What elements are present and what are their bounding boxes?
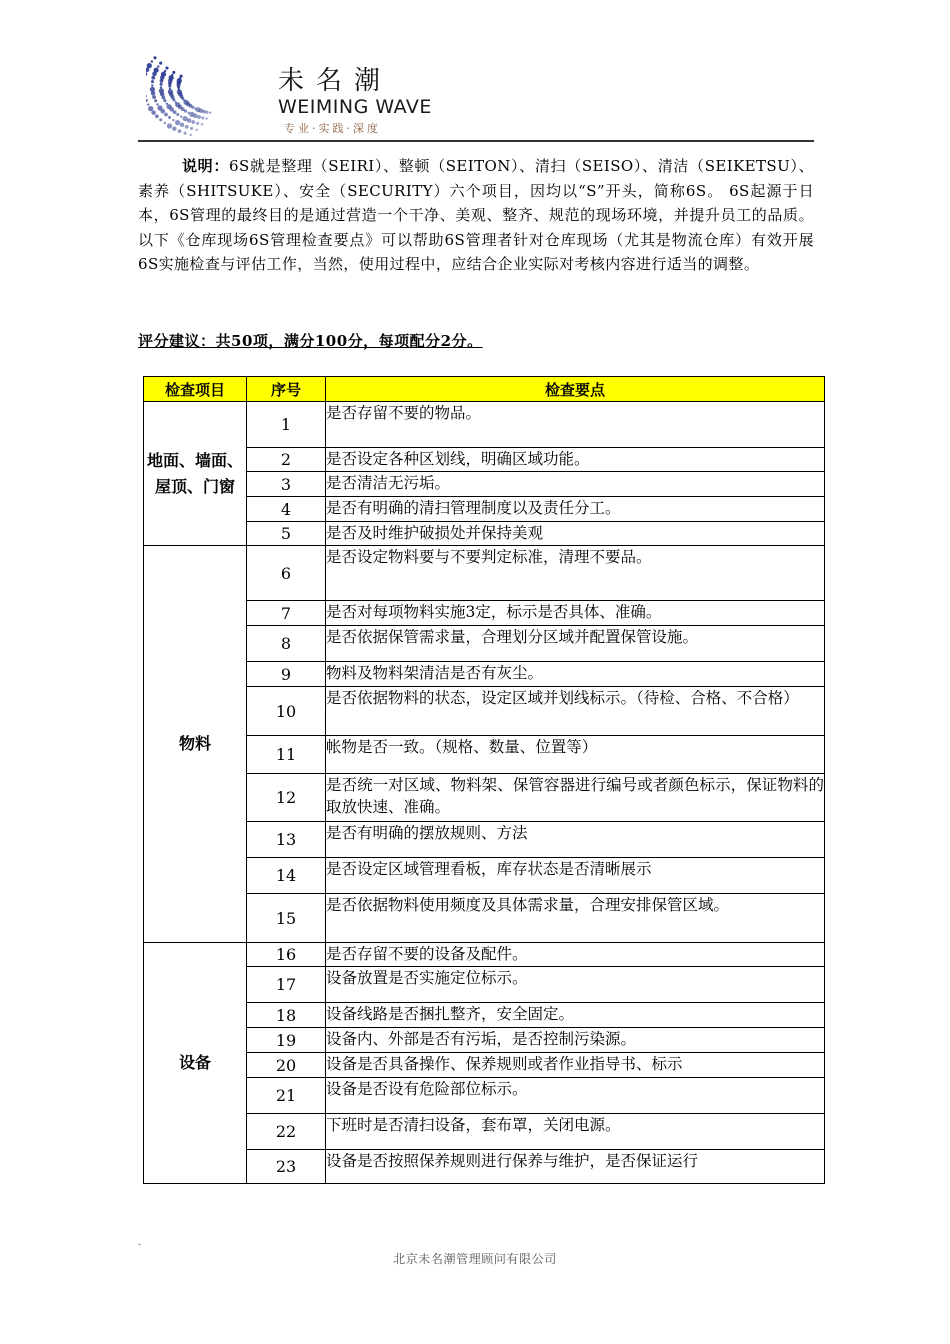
row-number: 21 [247,1078,326,1114]
row-number: 19 [247,1028,326,1053]
header-divider [138,140,814,142]
logo-tagline: 专业·实践·深度 [284,122,381,135]
page-header [138,30,814,142]
row-number: 6 [247,546,326,601]
row-number: 4 [247,497,326,522]
table-row [144,662,825,687]
row-point: 下班时是否清扫设备，套布罩，关闭电源。 [326,1114,825,1150]
table-row [144,967,825,1003]
row-point: 是否设定区域管理看板，库存状态是否清晰展示 [326,858,825,894]
table-row [144,402,825,448]
logo-chinese-name: 未名潮 [278,66,393,96]
header-point: 检查要点 [326,377,825,402]
row-point: 设备是否设有危险部位标示。 [326,1078,825,1114]
intro-paragraph [138,154,814,277]
row-number: 3 [247,472,326,497]
table-row [144,774,825,822]
table-row [144,894,825,943]
row-point: 是否存留不要的设备及配件。 [326,943,825,967]
row-number: 15 [247,894,326,943]
row-point: 是否及时维护破损处并保持美观 [326,522,825,546]
row-point: 是否统一对区域、物料架、保管容器进行编号或者颜色标示，保证物料的取放快速、准确。 [326,774,825,822]
row-point: 设备放置是否实施定位标示。 [326,967,825,1003]
table-row [144,687,825,736]
row-number: 12 [247,774,326,822]
row-point: 是否清洁无污垢。 [326,472,825,497]
row-number: 22 [247,1114,326,1150]
row-point: 是否有明确的清扫管理制度以及责任分工。 [326,497,825,522]
table-row [144,822,825,858]
intro-lead: 说明： [182,157,230,175]
category-equipment: 设备 [144,943,247,1184]
table-row [144,1150,825,1184]
row-number: 16 [247,943,326,967]
row-point: 是否设定物料要与不要判定标准，清理不要品。 [326,546,825,601]
score-note: 评分建议：共50项，满分100分，每项配分2分。 [138,332,483,350]
table-row [144,1078,825,1114]
row-number: 5 [247,522,326,546]
row-point: 是否设定各种区划线，明确区域功能。 [326,448,825,472]
table-row [144,1028,825,1053]
row-number: 18 [247,1003,326,1028]
row-point: 帐物是否一致。（规格、数量、位置等） [326,736,825,774]
row-number: 13 [247,822,326,858]
table-row [144,522,825,546]
row-point: 设备是否按照保养规则进行保养与维护，是否保证运行 [326,1150,825,1184]
category-materials: 物料 [144,546,247,943]
table-row [144,736,825,774]
header-number: 序号 [247,377,326,402]
table-row [144,497,825,522]
table-row [144,1053,825,1078]
intro-text: 6S就是整理（SEIRI）、整顿（SEITON）、清扫（SEISO）、清洁（SEIKETSU）、素养（SHITSUKE）、安全（SECURITY）六个项目，因均以“S”开头，简称6S。 6S起源于日本，6S管理的最终目的是通过营造一个干净、美观、整齐、规范的现场环境，并提升员工的品质。以下《仓库现场6S管理检查要点》可以帮助6S管理者针对仓库现场（尤其是物流仓库）有效开展6S实施检查与评估工作，当然，使用过程中，应结合企业实际对考核内容进行适当的调整。 [138,157,814,273]
table-row [144,1003,825,1028]
table-row [144,546,825,601]
inspection-table [143,376,825,1184]
row-point: 设备线路是否捆扎整齐，安全固定。 [326,1003,825,1028]
row-point: 是否存留不要的物品。 [326,402,825,448]
wave-logo-icon [146,42,276,138]
row-number: 10 [247,687,326,736]
row-number: 8 [247,626,326,662]
table-row [144,601,825,626]
footer-dash: - [138,1240,142,1250]
row-point: 是否依据物料的状态，设定区域并划线标示。（待检、合格、不合格） [326,687,825,736]
row-point: 是否有明确的摆放规则、方法 [326,822,825,858]
row-point: 设备内、外部是否有污垢，是否控制污染源。 [326,1028,825,1053]
table-row [144,943,825,967]
header-category: 检查项目 [144,377,247,402]
row-number: 17 [247,967,326,1003]
row-number: 14 [247,858,326,894]
row-number: 7 [247,601,326,626]
row-number: 20 [247,1053,326,1078]
table-row [144,858,825,894]
row-number: 2 [247,448,326,472]
table-row [144,472,825,497]
row-point: 设备是否具备操作、保养规则或者作业指导书、标示 [326,1053,825,1078]
row-point: 物料及物料架清洁是否有灰尘。 [326,662,825,687]
category-floor-wall: 地面、墙面、屋顶、门窗 [144,402,247,546]
table-row [144,1114,825,1150]
row-point: 是否对每项物料实施3定，标示是否具体、准确。 [326,601,825,626]
row-number: 1 [247,402,326,448]
row-point: 是否依据物料使用频度及具体需求量，合理安排保管区域。 [326,894,825,943]
logo-english-name: WEIMING WAVE [278,96,432,118]
table-row [144,448,825,472]
row-number: 11 [247,736,326,774]
footer-company: 北京未名潮管理顾问有限公司 [393,1252,557,1266]
row-number: 9 [247,662,326,687]
row-point: 是否依据保管需求量，合理划分区域并配置保管设施。 [326,626,825,662]
table-header-row [144,377,825,402]
row-number: 23 [247,1150,326,1184]
table-row [144,626,825,662]
